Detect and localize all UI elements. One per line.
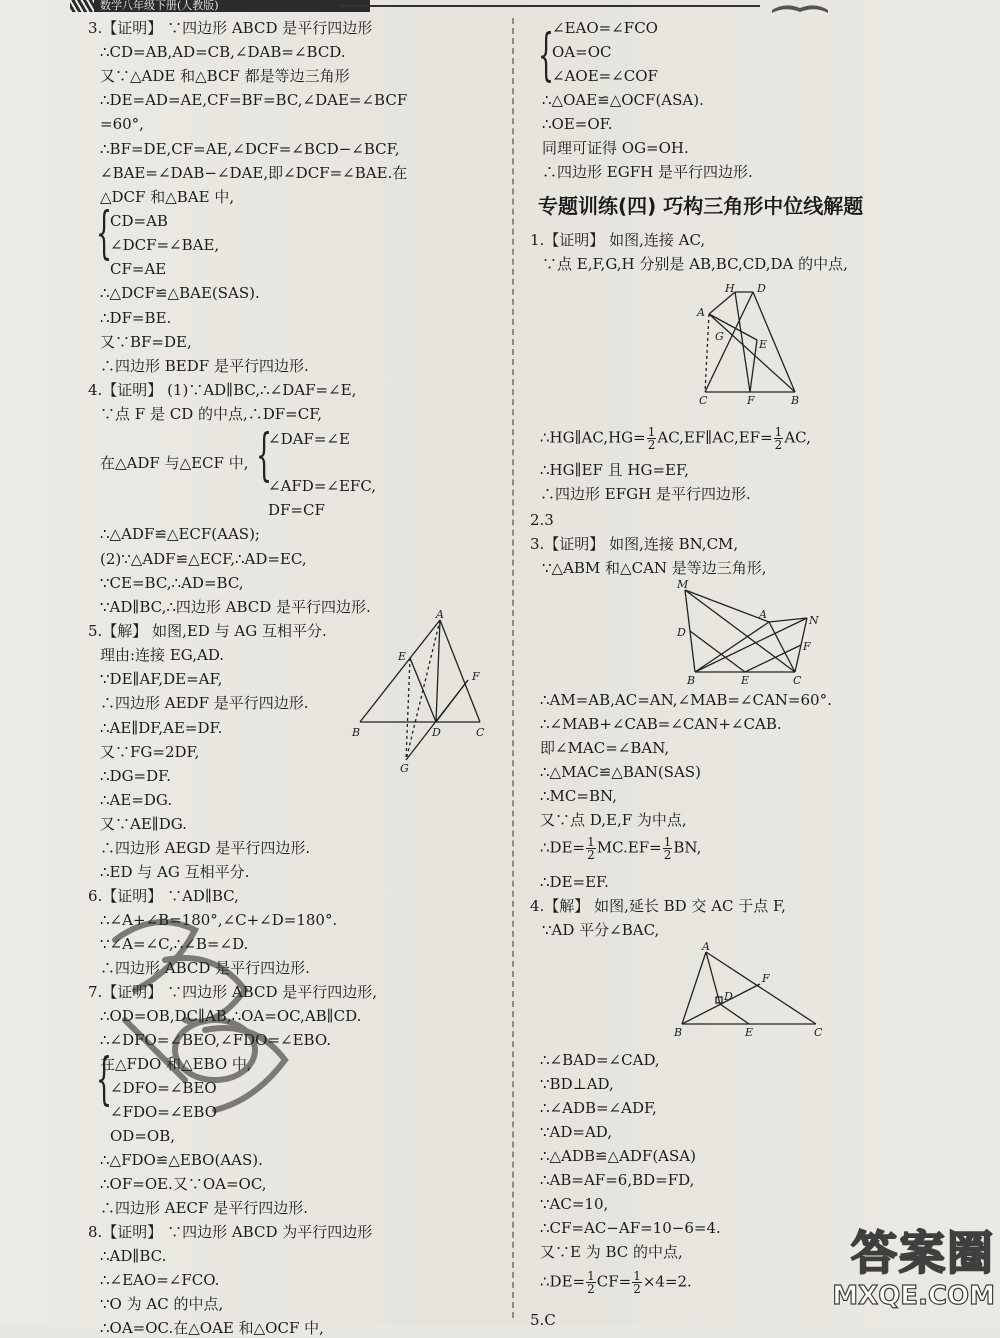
fig5-label-D: D (432, 726, 441, 739)
fig4-label-F: F (762, 972, 770, 985)
left-line: ∠AFD=∠EFC, (268, 477, 377, 495)
fraction (632, 1270, 642, 1295)
q1-fraction-line (540, 426, 811, 451)
fraction-denominator: 2 (774, 438, 783, 452)
left-line: ∴∠EAO=∠FCO. (100, 1271, 220, 1289)
left-line: ∴BF=DE,CF=AE,∠DCF=∠BCD−∠BCF, (100, 140, 400, 158)
left-line: ∴CD=AB,AD=CB,∠DAB=∠BCD. (100, 43, 346, 61)
left-line: ∴△DCF≌△BAE(SAS). (100, 284, 260, 302)
q1-line: ∵点 E,F,G,H 分别是 AB,BC,CD,DA 的中点, (542, 255, 848, 273)
left-line: ∴AD∥BC. (100, 1247, 167, 1265)
frac-text-a: ∴DE= (540, 1272, 586, 1291)
fig1-label-E: E (759, 338, 768, 351)
fig3-label-F: F (803, 640, 811, 653)
left-line: 7.【证明】 ∵四边形 ABCD 是平行四边形, (88, 983, 378, 1001)
left-line: ∴△ADF≌△ECF(AAS); (100, 525, 260, 543)
q3-line: ∴AM=AB,AC=AN,∠MAB=∠CAN=60°. (540, 691, 832, 709)
fig5-label-C: C (476, 726, 485, 739)
book-icon (770, 0, 830, 14)
watermark-logo: 答案圈 (851, 1226, 995, 1280)
q4-line: ∴AB=AF=6,BD=FD, (540, 1171, 695, 1189)
q3-line: ∴DE=EF. (540, 873, 609, 891)
q1-line: 1.【证明】 如图,连接 AC, (530, 231, 706, 249)
fraction (663, 836, 673, 861)
left-line: =60°, (100, 115, 144, 133)
q4-line: ∴∠BAD=∠CAD, (540, 1051, 660, 1069)
figure-problem-5 (348, 610, 498, 775)
left-line: CD=AB (110, 212, 168, 230)
right-line: OA=OC (552, 43, 612, 61)
fig3-label-C: C (793, 674, 802, 686)
fig3-label-N: N (809, 614, 819, 627)
left-line: ∴四边形 AEGD 是平行四边形. (100, 839, 311, 857)
column-divider (512, 18, 514, 1318)
fraction-denominator: 2 (633, 1282, 641, 1296)
left-line: ∴OA=OC.在△OAE 和△OCF 中, (100, 1319, 324, 1337)
left-line: 3.【证明】 ∵四边形 ABCD 是平行四边形 (88, 19, 373, 37)
q4-line: 4.【解】 如图,延长 BD 交 AC 于点 F, (530, 897, 786, 915)
brace-q3: { (96, 201, 113, 266)
left-line: ∴四边形 AECF 是平行四边形. (100, 1199, 308, 1217)
left-line: ∴AE∥DF,AE=DF. (100, 719, 223, 737)
left-line: ∴DG=DF. (100, 767, 171, 785)
left-line: ∴ED 与 AG 互相平分. (100, 863, 250, 881)
left-line: ∵CE=BC,∴AD=BC, (100, 574, 244, 592)
fraction-denominator: 2 (663, 848, 672, 862)
frac-text-b: AC,EF∥AC,EF= (657, 428, 773, 447)
fig1-label-B: B (791, 394, 800, 404)
fig5-label-B: B (352, 726, 361, 739)
fig3-label-E: E (741, 674, 750, 686)
left-line: ∠FDO=∠EBO (110, 1103, 217, 1121)
fig3-label-D: D (677, 626, 686, 639)
left-line: 又∵AE∥DG. (100, 815, 187, 833)
frac-text-c: AC, (784, 428, 811, 447)
left-line: ∠BAE=∠DAB−∠DAE,即∠DCF=∠BAE.在 (100, 164, 408, 182)
left-line: ∴△FDO≌△EBO(AAS). (100, 1151, 263, 1169)
left-line: ∵O 为 AC 的中点, (100, 1295, 224, 1313)
q3-line: ∴MC=BN, (540, 787, 617, 805)
fraction-numerator: 1 (587, 1269, 595, 1283)
left-line: OD=OB, (110, 1127, 175, 1145)
q5-answer: 5.C (530, 1311, 556, 1329)
fig1-label-G: G (715, 330, 724, 343)
fraction (586, 1270, 596, 1295)
left-line: 8.【证明】 ∵四边形 ABCD 为平行四边形 (88, 1223, 373, 1241)
fig3-label-B: B (687, 674, 696, 686)
left-line: ∴DE=AD=AE,CF=BF=BC,∠DAE=∠BCF (100, 91, 408, 109)
right-line: ∴OE=OF. (542, 115, 613, 133)
fig1-label-H: H (725, 282, 735, 295)
frac-text-b: CF= (596, 1272, 632, 1291)
fraction-numerator: 1 (633, 1269, 641, 1283)
q3-line: 即∠MAC=∠BAN, (540, 739, 670, 757)
left-line: (2)∵△ADF≌△ECF,∴AD=EC, (100, 550, 307, 568)
fraction-numerator: 1 (663, 835, 672, 849)
left-line: ∴四边形 ABCD 是平行四边形. (100, 959, 310, 977)
left-line: ∵∠A=∠C,∴∠B=∠D. (100, 935, 249, 953)
fraction-numerator: 1 (774, 425, 783, 439)
frac-text-b: MC.EF= (596, 838, 662, 857)
left-line: 又∵FG=2DF, (100, 743, 200, 761)
q2-answer: 2.3 (530, 511, 554, 529)
left-line: ∵点 F 是 CD 的中点,∴DF=CF, (100, 405, 323, 423)
left-line: 又∵BF=DE, (100, 333, 192, 351)
left-line: △DCF 和△BAE 中, (100, 188, 235, 206)
left-line: DF=CF (268, 501, 325, 519)
fig5-label-G: G (400, 762, 409, 775)
fraction-denominator: 2 (587, 848, 595, 862)
q4-line: ∵AD 平分∠BAC, (542, 921, 660, 939)
q4-line: ∴△ADB≌△ADF(ASA) (540, 1147, 696, 1165)
brace-q4: { (256, 423, 273, 488)
right-line: ∴四边形 EGFH 是平行四边形. (542, 163, 753, 181)
fig5-label-A: A (436, 610, 444, 621)
q3-line: ∵△ABM 和△CAN 是等边三角形, (542, 559, 767, 577)
left-line: ∴∠DFO=∠BEO,∠FDO=∠EBO. (100, 1031, 332, 1049)
figure-question-3 (675, 576, 825, 686)
q3-line: ∴∠MAB+∠CAB=∠CAN+∠CAB. (540, 715, 782, 733)
fraction-numerator: 1 (647, 425, 656, 439)
left-line: ∠DCF=∠BAE, (110, 236, 220, 254)
left-line: 4.【证明】 (1)∵AD∥BC,∴∠DAF=∠E, (88, 381, 357, 399)
frac-text-a: ∴DE= (540, 838, 586, 857)
left-line: 6.【证明】 ∵AD∥BC, (88, 887, 239, 905)
fig5-label-E: E (398, 650, 407, 663)
left-line: ∴AE=DG. (100, 791, 173, 809)
fig1-label-D: D (757, 282, 766, 295)
fig4-label-D: D (724, 990, 733, 1003)
left-line: ∴DF=BE. (100, 309, 172, 327)
fraction-denominator: 2 (587, 1282, 595, 1296)
q4-line: ∴∠ADB=∠ADF, (540, 1099, 657, 1117)
left-line: 5.【解】 如图,ED 与 AG 互相平分. (88, 622, 327, 640)
left-line: CF=AE (110, 260, 167, 278)
fig4-label-B: B (674, 1026, 683, 1038)
q4-line: ∴CF=AC−AF=10−6=4. (540, 1219, 721, 1237)
fig3-label-M: M (677, 578, 689, 591)
left-line: ∵AD∥BC,∴四边形 ABCD 是平行四边形. (100, 598, 371, 616)
q4-line: ∵AD=AD, (540, 1123, 613, 1141)
q1-line: ∴四边形 EFGH 是平行四边形. (540, 485, 751, 503)
right-line: ∠AOE=∠COF (552, 67, 658, 85)
left-line: 在△ADF 与△ECF 中, (100, 454, 249, 472)
q3-line: 又∵点 D,E,F 为中点, (540, 811, 687, 829)
left-line: ∴四边形 AEDF 是平行四边形. (100, 694, 309, 712)
q4-line: ∵AC=10, (540, 1195, 609, 1213)
fraction-denominator: 2 (647, 438, 656, 452)
fraction-numerator: 1 (587, 835, 595, 849)
fig1-label-F: F (747, 394, 755, 404)
frac-text-c: ×4=2. (642, 1272, 692, 1291)
fig3-label-A: A (759, 608, 767, 621)
left-line: 理由:连接 EG,AD. (100, 646, 225, 664)
left-line: 又∵△ADE 和△BCF 都是等边三角形 (100, 67, 350, 85)
left-line: ∠DFO=∠BEO (110, 1079, 217, 1097)
left-line: ∴OF=OE.又∵OA=OC, (100, 1175, 267, 1193)
right-line: 同理可证得 OG=OH. (542, 139, 689, 157)
left-line: ∵DE∥AF,DE=AF, (100, 670, 223, 688)
right-line: ∴△OAE≌△OCF(ASA). (542, 91, 704, 109)
q3-line: 3.【证明】 如图,连接 BN,CM, (530, 535, 739, 553)
q1-line: ∴HG∥EF 且 HG=EF, (540, 461, 689, 479)
brace-q8: { (538, 23, 555, 88)
brace-q7: { (96, 1047, 113, 1112)
fig1-label-C: C (699, 394, 708, 404)
running-header (70, 0, 370, 12)
q4-line: 又∵E 为 BC 的中点, (540, 1243, 683, 1261)
q4-line: ∵BD⊥AD, (540, 1075, 614, 1093)
q4-fraction-line (540, 1270, 692, 1295)
header-stripes (70, 0, 94, 12)
watermark (805, 1225, 995, 1320)
fig4-label-C: C (814, 1026, 823, 1038)
left-line: ∠DAF=∠E (268, 430, 350, 448)
q3-line: ∴△MAC≌△BAN(SAS) (540, 763, 701, 781)
watermark-url: MXQE.COM (832, 1281, 995, 1311)
left-line: ∴OD=OB,DC∥AB,∴OA=OC,AB∥CD. (100, 1007, 362, 1025)
left-line: ∴∠A+∠B=180°,∠C+∠D=180°. (100, 911, 338, 929)
header-rule (340, 5, 760, 7)
frac-text-c: BN, (673, 838, 702, 857)
fraction (586, 836, 596, 861)
fig4-label-E: E (745, 1026, 754, 1038)
fig4-label-A: A (702, 942, 710, 953)
fraction (774, 426, 784, 451)
publisher-stamp (95, 900, 305, 1130)
figure-question-1 (695, 282, 805, 404)
figure-question-4 (672, 942, 832, 1038)
frac-text-a: ∴HG∥AC,HG= (540, 428, 646, 447)
fig1-label-A: A (697, 306, 705, 319)
fraction (647, 426, 657, 451)
fig5-label-F: F (472, 670, 480, 683)
running-title: 数学八年级下册(人教版) (100, 0, 219, 12)
q3-fraction-line (540, 836, 701, 861)
right-line: ∠EAO=∠FCO (552, 19, 658, 37)
left-line: 在△FDO 和△EBO 中, (100, 1055, 252, 1073)
section-title: 专题训练(四) 巧构三角形中位线解题 (538, 194, 864, 218)
left-line: ∴四边形 BEDF 是平行四边形. (100, 357, 309, 375)
